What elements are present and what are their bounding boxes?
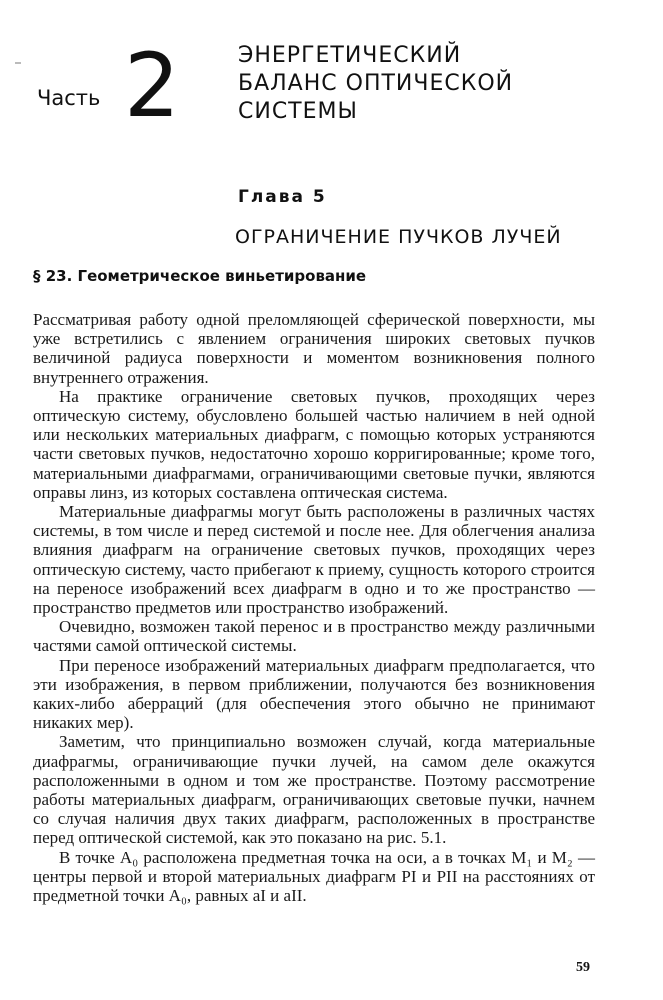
body-text <box>33 310 595 905</box>
paragraph: Очевидно, возможен такой перенос и в пространство между различными частями самой оптической системы. <box>33 617 595 656</box>
paragraph: При переносе изображений материальных диафрагм предполагается, что эти изображения, в первом приближении, получаются без возникновения каких-либо аберраций (для обеспечения этого обычно не принимают никаких мер). <box>33 655 595 733</box>
paragraph: Заметим, что принципиально возможен случай, когда материальные диафрагмы, ограничивающие пучки лучей, на самом деле окажутся расположенными в одном и том же пространстве. Поэтому рассмотрение работы материальных диафрагм, ограничивающих световые пучки, начнем со случая наличия двух таких диафрагм, расположенных в пространстве перед оптической системой, как это показано на рис. 5.1. <box>33 732 595 848</box>
chapter-label: Глава 5 <box>238 187 327 207</box>
paragraph: В точке A₀ расположена предметная точка на оси, а в точках M₁ и M₂ — центры первой и второй материальных диафрагм PI и PII на расстояниях от предметной точки A₀, равных aI и aII. <box>33 847 595 906</box>
paragraph: Рассматривая работу одной преломляющей сферической поверхности, мы уже встретились с явлением ограничения широких световых пучков величиной радиуса поверхности и моментом возникновения полного внутреннего отражения. <box>33 310 595 387</box>
part-title <box>238 42 513 126</box>
margin-mark <box>15 62 21 64</box>
page-number: 59 <box>576 960 590 975</box>
part-title-line: БАЛАНС ОПТИЧЕСКОЙ <box>238 71 514 96</box>
chapter-title: ОГРАНИЧЕНИЕ ПУЧКОВ ЛУЧЕЙ <box>235 226 562 248</box>
part-number: 2 <box>124 34 180 137</box>
part-title-line: ЭНЕРГЕТИЧЕСКИЙ <box>238 43 462 68</box>
part-label: Часть <box>37 86 101 110</box>
part-title-line: СИСТЕМЫ <box>238 99 358 124</box>
section-heading: § 23. Геометрическое виньетирование <box>33 267 367 285</box>
paragraph: Материальные диафрагмы могут быть расположены в различных частях системы, в том числе и перед системой и после нее. Для облегчения анализа влияния диафрагм на ограничение световых пучков, проходящих через оптическую систему, часто прибегают к приему, сущность которого строится на переносе изображений всех диафрагм в одно и то же пространство — пространство предметов или пространство изображений. <box>33 502 595 618</box>
paragraph: На практике ограничение световых пучков, проходящих через оптическую систему, обусловлено большей частью наличием в ней одной или нескольких материальных диафрагм, с помощью которых устраняются части световых пучков, недостаточно хорошо корригированные; кроме того, материальными диафрагмами, ограничивающими световые пучки, являются оправы линз, из которых составлена оптическая система. <box>33 386 595 502</box>
